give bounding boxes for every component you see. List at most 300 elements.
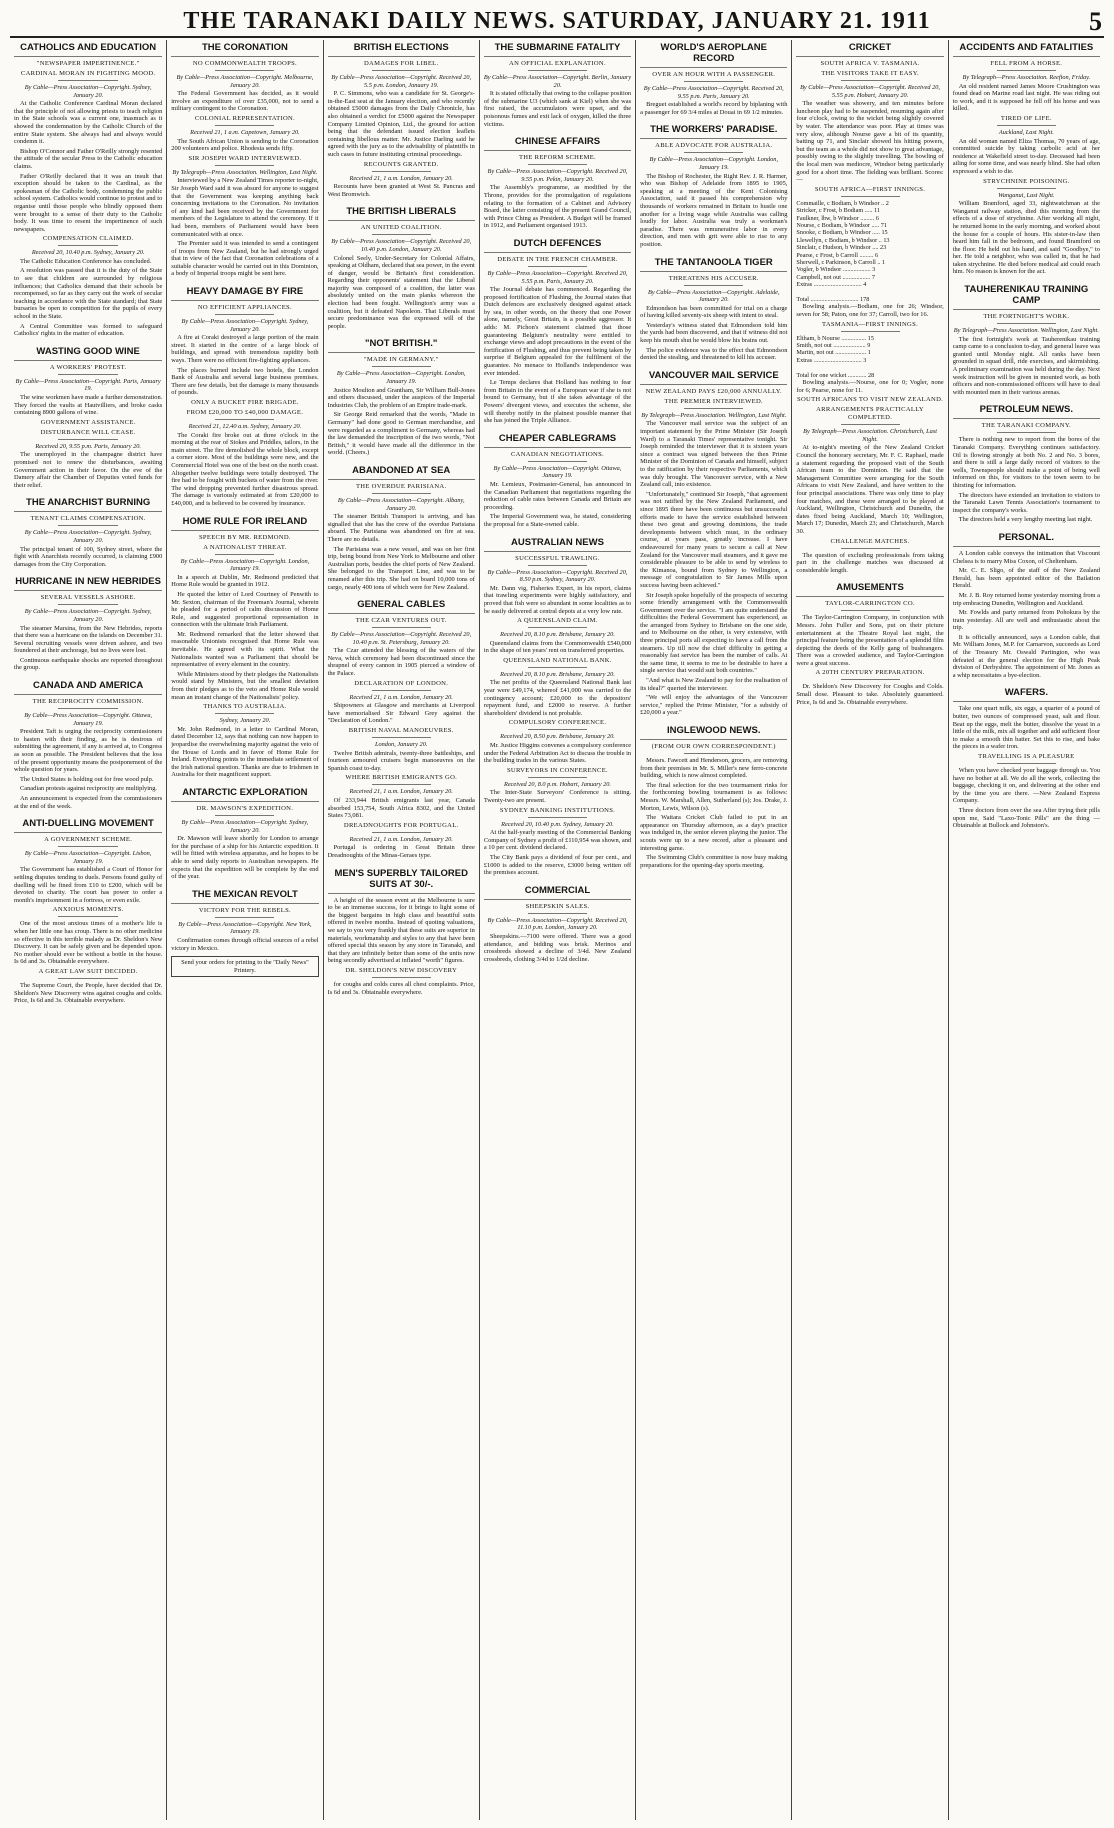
article-dateline: By Cable—Press Association—Copyright. Ottawa, January 19. [493, 464, 622, 480]
article-heading: THE SUBMARINE FATALITY [484, 40, 631, 57]
article-dateline: Sydney, January 20. [219, 717, 271, 725]
divider [372, 784, 431, 785]
article-paragraph: The United States is holding out for free wood pulp. [20, 775, 154, 783]
divider [528, 913, 587, 914]
article-paragraph: The Premier said it was intended to send a contingent of troops from New Zealand, but he had strongly urged that in view of the fact that Coronation celebrations of a suitable character would be carried out in this Dominion, a body of Imperial troops might be sent here. [171, 240, 319, 278]
article-paragraph: Sheepskins.—7100 were offered. There was a good attendance, and bidding was brisk. Merinos and crossbreds showed a decline of 3/4d. New Zealand crossbreds, clothing 3/4d to 1/2d decline. [483, 932, 632, 963]
article-paragraph: The Parisiana was a new vessel, and was on her first trip, being bound from New York to Melbourne and other Australian ports, besides the chief ports of New Zealand. She belonged to the Transport Line, and was to be renamed after this trip. She had on board 10,000 tons of cargo, nearly 400 tons of which were for New Zealand. [327, 545, 475, 591]
article-subheading: SOUTH AFRICA V. TASMANIA. [820, 60, 920, 67]
article-paragraph: It is stated officially that owing to the collapse position of the submarine U3 (which sank at Kiel) when she was first raised, the accumulators were upset, and the poisonous fumes and exit lack of oxygen, killed the three victims. [483, 90, 632, 128]
article-paragraph: Dr. Mawson will leave shortly for London to arrange for the purchase of a ship for his Antarctic expedition. It will be fitted with wireless apparatus, and he hopes to be able to send daily reports to Australian newspapers. He expects that the expedition will be complete by the end of the year. [171, 835, 319, 881]
article-heading: AMUSEMENTS [796, 580, 943, 597]
divider [841, 424, 900, 425]
article-paragraph: The Government has established a Court of Honor for settling disputes tending to duels. Persons found guilty of duelling will be fined from £10 to £200, which will be devoted to charity. The court has power to order a month's imprisonment in a fortress, or even exile. [14, 866, 163, 904]
divider [372, 493, 431, 494]
article-subheading: AN UNITED COALITION. [360, 224, 442, 232]
article-heading: ACCIDENTS AND FATALITIES [953, 40, 1100, 57]
article-paragraph: A fire at Coraki destroyed a large portion of the main street. It started in the centre of a large block of buildings, and spread with tremendous rapidity both ways. There were no efficient fire-fighting appliances. [171, 334, 319, 365]
article-heading: THE WORKERS' PARADISE. [640, 122, 787, 139]
article [640, 368, 787, 717]
divider [58, 846, 117, 847]
article [484, 535, 631, 877]
divider [528, 627, 587, 628]
article-dateline: By Cable—Press Association—Copyright. London, January 19. [336, 370, 466, 386]
article [14, 495, 162, 568]
article-paragraph: Canadian protests against reciprocity are multiplying. [20, 785, 158, 793]
article [14, 816, 162, 1005]
article-paragraph: Mr. Justice Higgins convenes a compulsory conference under the Federal Arbitration Act to discuss the trouble in the building trades in the various States. [483, 742, 632, 765]
article-heading: THE MEXICAN REVOLT [171, 887, 318, 904]
divider [997, 188, 1056, 189]
article-paragraph: An old woman named Eliza Thomas, 70 years of age, committed suicide by taking carbolic acid at her residence at Wakefield street to-day. Deceased had been ailing for some time, and was nearly blind. She had often expressed a wish to die. [952, 137, 1100, 175]
article-subheading: (FROM OUR OWN CORRESPONDENT.) [651, 743, 776, 750]
article-paragraph: At to-night's meeting of the New Zealand Cricket Council the honorary secretary, Mr. F. C. Raphael, made a statement regarding the proposed visit of the South African team to the Dominion. He said that the Management Committee were arranging for the South Africans to visit New Zealand, and have written to the four principal associations. There was only time to play four matches, and these were arranged to be played at Auckland, Wellington, Christchurch and Dunedin, the dates fixed being Auckland, March 10; Wellington, March 17; Dunedin, March 23; and Christchurch, March 30. [796, 444, 944, 535]
article-subheading: THREATENS HIS ACCUSER. [668, 274, 759, 282]
divider [58, 245, 117, 246]
article-dateline: Received 20, 8.0 p.m. Hobart, January 20. [503, 780, 611, 788]
article [171, 40, 318, 278]
article-dateline: By Cable—Press Association—Copyright. Received 20, 5.55 p.m. Paris, January 20. [487, 269, 628, 285]
article [953, 530, 1100, 680]
divider [372, 234, 431, 235]
divider [215, 815, 274, 816]
article [328, 597, 475, 859]
article-paragraph: William Bramford, aged 33, nightwatchman at the Wanganui railway station, died this morning from the effects of a dose of strychnine. After working all night, he returned home in the early morning, and worked about the house for a couple of hours. His sister-in-law then heard him fall in the bedroom, and found Bramford on the floor. He held out his hand, and said "Goodbye," to her. He told a neighbor, who was called in, that he had taken strychnine. He died before medical aid could reach him. No reason is known for the act. [952, 200, 1100, 276]
article-dateline: By Cable—Press Association—Copyright. Received 20, 5.55 p.m. Hobart, January 20. [800, 84, 940, 99]
article-subheading: FELL FROM A HORSE. [990, 60, 1063, 67]
article-paragraph: The Catholic Education Conference has concluded. [20, 257, 152, 265]
article-paragraph: The City Bank pays a dividend of four per cent., and £1000 is added to the reserve, £3000 being written off the premises account. [483, 853, 632, 877]
divider [841, 196, 900, 197]
divider [215, 70, 274, 71]
article-subheading: THE VISITORS TAKE IT EASY. [821, 70, 919, 77]
article-dateline: Received 21, 1 a.m. London, January 20. [349, 835, 453, 843]
article-subheading: NO EFFICIENT APPLIANCES. [197, 304, 292, 312]
article [640, 723, 787, 869]
article-dateline: Wanganui, Last Night. [998, 191, 1055, 199]
divider [684, 285, 743, 286]
article-subheading: ARRANGEMENTS PRACTICALLY COMPLETED. [816, 406, 924, 422]
article-dateline: By Cable—Press Association—Copyright. Received 20, 9.55 p.m. Pekin, January 20. [487, 168, 628, 183]
article-dateline: Received 21, 1 a.m. London, January 20. [349, 174, 453, 182]
article-heading: HOME RULE FOR IRELAND [171, 514, 318, 531]
article-paragraph: Justice Moulton and Grantham, Sir William Bull-Jones and others discussed, under the auspices of the Imperial Industries Club, the problem of an Empire trade-mark. [327, 386, 475, 409]
article-paragraph: The question of excluding professionals from taking part in the challenge matches was discussed at considerable length. [796, 551, 944, 574]
article-dateline: By Cable—Press Association—Copyright. Received 20, 5.5 p.m. London, January 19. [331, 74, 472, 89]
article-subheading: ONLY A BUCKET FIRE BRIGADE. [191, 399, 299, 406]
article-dateline: By Telegraph—Press Association. Wellington, Last Night. [953, 327, 1099, 335]
article-heading: ANTI-DUELLING MOVEMENT [14, 816, 162, 833]
article [171, 284, 318, 507]
article-paragraph: At the Catholic Conference Cardinal Moran declared that the principle of not allowing priests to teach religion in the State schools was a current one, inasmuch as it showed the condemnation by the Catholic Church of the entire State system. She always had and always would condemn it. [14, 100, 163, 146]
article-paragraph: Take one quart milk, six eggs, a quarter of a pound of butter, two ounces of compressed yeast, salt and flour. Beat up the eggs, melt the butter, dissolve the yeast in a little of the milk, mix all together and add sufficient flour to make a smooth thin batter. Set this to rise, and bake the pieces in a wafer iron. [952, 705, 1100, 751]
divider [841, 610, 900, 611]
article-paragraph: The Swimming Club's committee is now busy making preparations for the opening-day sports meeting. [640, 854, 788, 869]
divider [58, 978, 117, 979]
article-dateline: By Cable—Press Association—Copyright. Ottawa, January 19. [24, 712, 153, 727]
article [484, 236, 631, 425]
article [640, 255, 787, 362]
article-paragraph: P. C. Simmons, who was a candidate for St. George's-in-the-East seat at the January election, and who recently obtained £5000 damages from the Daily Chronicle, has also obtained a verdict for £5000 against the Newspaper Company Limited Opinion, Ltd., the ground for action being that the defendant issued election leaflets containing libellous matter. Mr. Justice Darling said he agreed with the jury as to the advisability of plaintiffs in such cases in future instituting criminal proceedings. [327, 90, 475, 158]
divider [215, 165, 274, 166]
article [484, 431, 631, 529]
divider [58, 916, 117, 917]
column-5 [635, 40, 791, 1820]
article-subheading: THE RECIPROCITY COMMISSION. [32, 698, 144, 706]
divider [372, 977, 431, 978]
article-subheading: COLONIAL REPRESENTATION. [194, 114, 296, 122]
article-paragraph: Shipowners at Glasgow and merchants at Liverpool have memorialised Sir Edward Grey against the "Declaration of London." [327, 702, 475, 725]
article [484, 134, 631, 230]
article-dateline: By Telegraph—Press Association. Wellington, Last Night. [641, 411, 787, 419]
article-subheading: STRYCHNINE POISONING. [983, 177, 1070, 185]
article [171, 514, 318, 779]
divider [372, 70, 431, 71]
article-subheading: SOUTH AFRICA—FIRST INNINGS. [814, 185, 926, 193]
article-subheading: DR. MAWSON'S EXPEDITION. [196, 804, 294, 812]
article-subheading: A 20TH CENTURY PREPARATION. [815, 669, 925, 677]
article-subheading: SIR JOSEPH WARD INTERVIEWED. [188, 154, 302, 162]
article [640, 122, 787, 248]
article-paragraph: The Journal debate has commenced. Regarding the proposed fortification of Flushing, the Journal states that Dutch defences are exclusively designed against attack by sea, in other words, on the theory that one Power alone, namely, Great Britain, is a possible aggressor. It adds: M. Pichon's statement claimed that those guaranteeing Belgium's neutrality were entitled to exchange views and adopt precautions in the event of the fortification of Flushing, and thus prevent being taken by surprise if Belgium appealed for the fulfilment of the guarantee. No menace to Holland's independence was ever intended. [483, 286, 632, 377]
article-paragraph: Sir George Reid remarked that the words, "Made in Germany" had done good to German merchandise, and were regarded as a compliment to Germany, whereas had the law demanded the inscription of the two words, "Not British," it would have made all the difference in the world. (Cheers.) [327, 411, 475, 457]
article-paragraph: The Bishop of Rochester, the Right Rev. J. R. Harmer, who was Bishop of Adelaide from 1895 to 1905, speaking at a meeting of the Kent Colonising Association, said it passed his comprehension why thousands of workers remained in Britain to hustle one another for a living wage while Australia was calling loudly for labor. Australia was truly a workman's paradise. There was remunerative labor in every direction, and men with grit were able to rise to any position. [640, 172, 788, 248]
article [484, 40, 631, 128]
article-paragraph: A London cable conveys the intimation that Viscount Chelsea is to marry Miss Coxon, of Cheltenham. [952, 549, 1100, 565]
article-heading: COMMERCIAL [484, 883, 631, 900]
article-subheading: "NEWSPAPER IMPERTINENCE." [36, 60, 140, 67]
article [171, 785, 318, 881]
article [328, 463, 475, 591]
article-heading: ANTARCTIC EXPLORATION [171, 785, 318, 802]
article-paragraph: Portugal is ordering in Great Britain three Dreadnoughts of the Minas-Geraes type. [327, 844, 475, 859]
article-subheading: SYDNEY BANKING INSTITUTIONS. [499, 806, 616, 814]
article-paragraph: Confirmation comes through official sources of a rebel victory in Mexico. [171, 936, 319, 952]
article-dateline: By Cable—Press Association—Copyright. Received 20, 10.40 p.m. St. Petersburg, January 20. [331, 631, 472, 646]
article-subheading: TRAVELLING IS A PLEASURE [978, 753, 1075, 760]
article-subheading: THE TARANAKI COMPANY. [981, 422, 1072, 430]
article-paragraph: The unemployed in the champagne district have promised not to renew the disturbances, awaiting Government action in their favor. On the eve of the Damery affair the Chamber of Deputies voted funds for their relief. [14, 451, 163, 489]
article-subheading: DAMAGES FOR LIBEL. [363, 60, 439, 67]
article-subheading: DEBATE IN THE FRENCH CHAMBER. [497, 255, 618, 263]
article-paragraph: The steamer Marsina, from the New Hebrides, reports that there was a hurricane on the islands on December 31. Several recruiting vessels were driven ashore, and two foundered at their anchorage, but no lives were lost. [14, 624, 163, 655]
article-heading: HURRICANE IN NEW HEBRIDES [14, 574, 162, 591]
article-heading: BRITISH ELECTIONS [328, 40, 475, 57]
article-paragraph: Three doctors from over the sea After trying their pills upon me, Said "Laxo-Tonic Pills" are the thing — Obtainable at Bullock and Johnston's. [952, 806, 1100, 830]
divider [684, 81, 743, 82]
article-dateline: By Cable—Press Association—Copyright. Received 20, 9.55 p.m. Paris, January 20. [643, 85, 784, 100]
article-heading: CANADA AND AMERICA [14, 678, 162, 695]
article-paragraph: When you have checked your baggage through us. You have no bother at all. We do all the work, collecting the baggage, checking it on, and delivering at the other end by the time you are there. —New Zealand Express Company. [952, 767, 1100, 805]
article-paragraph: Father O'Reilly declared that it was an insult that exception should be taken to the Cardinal, as the spokesman of the Catholic body, condemning the public school system. Catholics would continue to protest and to organise until those people who blindly opposed them were brought to a sense of their duty to the Catholic body. It was time to resent the impertinence of such newspapers. [14, 172, 163, 233]
article-subheading: DISTURBANCE WILL CEASE. [40, 428, 136, 436]
divider [215, 917, 274, 918]
article-subheading: THE CZAR VENTURES OUT. [355, 617, 447, 625]
article-paragraph: The final selection for the two tourmament rinks for the forthcoming bowling tournament is as follows: Messrs. W. Marshall, Allen, Sutherland (s); Jos. Drake, J. Morton, Lewis, Wilson (s). [640, 781, 788, 812]
masthead-title: THE TARANAKI DAILY NEWS. SATURDAY, JANUARY 21. 1911 [183, 8, 931, 34]
article-paragraph: Dr. Sheldon's New Discovery for Coughs and Colds. Small dose. Pleasant to take. Absolutely guaranteed. Price, Is 6d and 3s. Obtainable everywhere. [796, 683, 944, 706]
article-dateline: By Cable—Press Association—Copyright. Albany, January 20. [337, 496, 465, 512]
article-subheading: THE REFORM SCHEME. [518, 154, 596, 162]
article-heading: THE BRITISH LIBERALS [328, 204, 475, 221]
article-paragraph: The net profits of the Queensland National Bank last year were £49,174, whereof £41,000 was carried to the contingency account; £20,000 to the depositors' repayment fund, and £2000 to reserve. A further shareholders' dividend is not probable. [483, 679, 632, 717]
article-dateline: By Cable—Press Association—Copyright. Lisbon, January 19. [24, 850, 152, 865]
divider [58, 80, 117, 81]
divider [215, 125, 274, 126]
article [953, 282, 1100, 396]
divider [528, 729, 587, 730]
article-paragraph: Twelve British admirals, twenty-three battleships, and fourteen armoured cruisers begin manoeuvres on the Spanish coast to-day. [327, 749, 475, 772]
divider [58, 439, 117, 440]
article-subheading: A QUEENSLAND CLAIM. [517, 617, 598, 625]
article-dateline: By Cable—Press Association—Copyright. Received 20, 10.40 p.m. London, January 20. [331, 238, 472, 253]
article-subheading: THE OVERDUE PARISIANA. [355, 482, 447, 490]
article-paragraph: "We will enjoy the advantages of the Vancouver service," replied the Prime Minister, "for a subsidy of £20,000 a year." [640, 694, 788, 717]
article-advertisement: Send your orders for printing to the "Daily News" Printery. [171, 956, 318, 977]
divider [528, 565, 587, 566]
article-dateline: Received 21, 1 a.m. Capetown, January 20. [190, 128, 300, 136]
article-paragraph: Bowling analysis.—Nourse, one for 0; Vogler, none for 6; Pearse, none for 11. [796, 379, 944, 394]
article-paragraph: The first fortnight's work at Tauherenikau training camp came to a conclusion to-day, and general leave was granted until Monday night. All ranks have been grounded in squad drill, ride exercises, and skirmishing. A preliminary examination was held during the day. Next week instruction will be given in mounted work, as both officers and non-commissioned officers will have to deal with mounted men in their various arenas. [952, 335, 1100, 396]
article-dateline: Received 20, 8.10 p.m. Brisbane, January 20. [500, 631, 615, 639]
article [328, 866, 475, 997]
article-paragraph: The Supreme Court, the People, have decided that Dr. Sheldon's New Discovery wins against coughs and colds. Price, Is 6d and 3s. Obtainable everywhere. [14, 981, 163, 1005]
article [484, 883, 631, 964]
article-subheading: RECOUNTS GRANTED. [363, 160, 439, 168]
article-subheading: SURVEYORS IN CONFERENCE. [506, 766, 608, 774]
divider [58, 374, 117, 375]
article-subheading: QUEENSLAND NATIONAL BANK. [503, 656, 612, 664]
article-paragraph: He quoted the letter of Lord Courtney of Penwith to Mr. Sexton, chairman of the Freeman's Journal, wherein he pleaded for a period of calm discussion of Home Rule, and suggested proportional representation in connection with the ultimate Irish Parliament. [171, 590, 319, 629]
article-subheading: NO COMMONWEALTH TROOPS. [192, 60, 297, 67]
article-subheading: A GREAT LAW SUIT DECIDED. [38, 967, 138, 975]
article-paragraph: Bishop O'Connor and Father O'Reilly strongly resented the attitude of the secular Press to the Catholic education claims. [14, 147, 163, 170]
article-subheading: COMPENSATION CLAIMED. [42, 235, 134, 243]
article-paragraph: Mr. J. B. Roy returned home yesterday morning from a trip embracing Dunedin, Wellington and Auckland. [952, 591, 1100, 607]
article-paragraph: Edmondson has been committed for trial on a charge of having killed seventy-six sheep with intent to steal. [640, 304, 788, 320]
article-heading: THE CORONATION [171, 40, 318, 57]
article-heading: PETROLEUM NEWS. [953, 402, 1100, 419]
article-heading: WAFERS. [953, 685, 1100, 702]
divider [684, 408, 743, 409]
article-paragraph: Queensland claims from the Commonwealth £540,000 in the shape of ten years' rent on transferred properties. [483, 639, 632, 655]
divider [372, 832, 431, 833]
article-dateline: By Telegraph—Press Association. Christchurch, Last Night. [803, 428, 937, 443]
article-paragraph: The wine workmen have made a further demonstration. They forced the vaults at Hautvilliers, and broke casks containing 8900 gallons of wine. [14, 394, 163, 417]
article-dateline: Received 20, 9.55 p.m. Paris, January 20. [35, 442, 141, 450]
divider [997, 125, 1056, 126]
article-subheading: SEVERAL VESSELS ASHORE. [40, 594, 136, 602]
article-subheading: THE PREMIER INTERVIEWED. [664, 397, 763, 405]
article [953, 402, 1100, 524]
page-number: 5 [1089, 7, 1102, 36]
divider [684, 152, 743, 153]
divider [841, 80, 900, 81]
article-subheading: WHERE BRITISH EMIGRANTS GO. [345, 774, 458, 782]
article-subheading: TENANT CLAIMS COMPENSATION. [30, 515, 146, 523]
divider [841, 548, 900, 549]
article-paragraph: The Assembly's programme, as modified by the Throne, provides for the promulgation of regulations relating to the formation of a Cabinet and Advisory Board, the latter consisting of the present Grand Council, with Prince Ching as President. A Budget will be framed in 1912, and Parliament organised 1913. [483, 184, 632, 230]
divider [528, 667, 587, 668]
article-heading: INGLEWOOD NEWS. [640, 723, 787, 740]
article-paragraph: The Inter-State Surveyors' Conference is sitting. Twenty-two are present. [483, 789, 632, 804]
article-paragraph: The weather was showery, and ten minutes before luncheon play had to be suspended, resuming again after four o'clock, owing to the wicket being slightly covered by water. The attendance was poor. Play at times was very slow, although Nourse gave a bit of its quantity, batting up 71, and Sinclair showed his hitting powers, but the team as a whole did not show to great advantage, possibly owing to the slightly travelling. The bowling of the local men was mediocre, Windsor being particularly good for a short time. The fielding was brilliant. Scores:— [796, 100, 944, 184]
article-paragraph: The principal tenant of 100, Sydney street, where the fight with Anarchists recently occurred, is claiming £900 damages from the City Corporation. [14, 545, 163, 568]
article-dateline: By Cable—Press Association—Copyright. Sydney, January 20. [24, 84, 152, 99]
article-paragraph: At the half-yearly meeting of the Commercial Banking Company of Sydney a profit of £110,954 was shown, and a 10 per cent. dividend declared. [483, 829, 632, 852]
divider [215, 314, 274, 315]
article-heading: "NOT BRITISH." [328, 336, 475, 353]
article-dateline: By Cable—Press Association—Copyright. Melbourne, January 20. [176, 74, 314, 89]
divider [372, 690, 431, 691]
divider [528, 777, 587, 778]
article-paragraph: A resolution was passed that it is the duty of the State to see that children are surrounded by religious influences; that Catholics demand that their schools be recompensed, so far as they carry out the work of secular teaching in accordance with the State standard; that State bursaries be open to competition for the pupils of every school in the State. [14, 267, 163, 321]
article-subheading: A WORKERS' PROTEST. [49, 363, 127, 371]
divider [215, 554, 274, 555]
article-heading: WORLD'S AEROPLANE RECORD [640, 40, 787, 68]
article [14, 344, 162, 490]
article-paragraph: Mr. Fowlds and party returned from Pohokura by the train yesterday. All are well and enthusiastic about the trip. [952, 609, 1100, 632]
article-subheading: A NATIONALIST THREAT. [203, 543, 287, 551]
article [171, 887, 318, 978]
article-dateline: Received 21, 12.40 a.m. Sydney, January 20. [188, 423, 302, 430]
article-dateline: Received 20, 10.40 p.m. Sydney, January 20. [31, 249, 145, 257]
article-paragraph: The Waitara Cricket Club failed to put in an appearance on Thursday afternoon, as a day's practice was indulged in, the senior eleven playing the junior. The scouts were up to a new record, after a pleasant and interesting game. [640, 814, 788, 852]
article [640, 40, 787, 116]
article-paragraph: The places burned include two hotels, the London Bank of Australia and several large business premises. There are few details, but the damage is many thousands of pounds. [171, 366, 319, 397]
article-dateline: Received 20, 8.10 p.m. Brisbane, January 20. [500, 670, 615, 678]
article-paragraph: There is nothing new to report from the bores of the Taranaki Company. Everything continues satisfactory. Oil is flowing strongly at both No. 2 and No. 3 bores, and there is still a large daily record of visitors to the wells, Townspeople should make a point of being well informed on this, for visitors to the town seem to be thirsting for information. [952, 436, 1100, 489]
article-paragraph: The Coraki fire broke out at three o'clock in the morning at the rear of Stokes and Priddles, tailors, in the main street. The fire demolished the whole block, except a corner store. Most of the buildings were new, and the Commercial Hotel was one of the best on the north coast. Altogether twelve buildings were totally destroyed. The fire had to be fought with buckets of water from the river. The wind dropping prevented further disastrous spread. The damage is variously estimated at from £20,000 to £40,000, and is believed to be covered by insurance. [171, 431, 319, 507]
divider [528, 70, 587, 71]
divider [372, 737, 431, 738]
article-paragraph: "Unfortunately," continued Sir Joseph, "that agreement was not ratified by the New Zealand Parliament, and since 1895 there have been continuous but unsuccessful efforts made to have the service established between these two great and growing dominions, the trade developments between which must, in the ordinary course, at years pass, greatly increase. I have endeavoured for many years to secure a call at New Zealand for the Vancouver mail steamers, and it gave me considerable pleasure to be able to send by wireless to the Kimanoa, bound from Sydney to Wellington, a message of congratulation to Sir James Mills upon success having been achieved." [640, 490, 788, 589]
article-paragraph: It is officially announced, says a London cable, that Mr. William Jones, M.P. for Carnarvon, succeeds as Lord of the Treasury Mr. Oswald Partington, who was defeated at the general election for the High Peak division of Derbyshire. The appointment of Mr. Jones as a whip necessitates a bye-election. [952, 633, 1100, 679]
article-paragraph: Mr. Dann vig, Fisheries Expert, in his report, claims that trawling experiments were highly satisfactory, and proved that fish were so abundant in some localities as to be easily delivered at central depots at a very low rate. [483, 584, 632, 615]
article-dateline: By Cable—Press Association—Copyright. Sydney, January 20. [24, 608, 152, 623]
article-paragraph: Of 233,944 British emigrants last year, Canada absorbed 153,754, South Africa 8302, and the United States 73,081. [327, 797, 475, 820]
article-heading: CHINESE AFFAIRS [484, 134, 631, 151]
article-subheading: A GOVERNMENT SCHEME. [44, 836, 133, 844]
article-paragraph: The steamer British Transport is arriving, and has signalled that she has the crew of the overdue Parisiana aboard. The Parisiana was abandoned on fire at sea. There are no details. [327, 513, 475, 543]
article-heading: GENERAL CABLES [328, 597, 475, 614]
article-paragraph: "And what is New Zealand to pay for the realisation of its ideal?" queried the interviewer. [640, 677, 788, 692]
column-container [10, 40, 1104, 1820]
article-paragraph: A height of the season event at the Melbourne is sure to be an immense success, for it brings to light some of the biggest bargains in high class and beautiful suits offered in twelve months. Instead of quoting valuations, we say to you very frankly that these suits are superior in materials, workmanship and styles to any that have been offered special this season by any store in Taranaki, and that they are infinitely better than some of the units now being secondly advertised at inflated "worth" figures. [327, 896, 475, 965]
article-paragraph: Mr. C. E. Sligo, of the staff of the New Zealand Herald, has been appointed editor of the Bailation Herald. [952, 567, 1100, 590]
divider [997, 323, 1056, 324]
article-subheading: SUCCESSFUL TRAWLING. [515, 554, 600, 562]
article-dateline: By Telegraph—Press Association. Reefton, Friday. [962, 74, 1091, 81]
article-subheading: AN OFFICIAL EXPLANATION. [509, 60, 606, 67]
article-paragraph: Mr. Lemieux, Postmaster-General, has announced in the Canadian Parliament that negotiations regarding the reduction of cable rates between Canada and Britain are proceeding. [483, 480, 632, 511]
article-paragraph: for coughs and colds cures all chest complaints. Price, Is 6d and 3s. Obtainable everywhere. [327, 980, 475, 996]
article-subheading: TIRED OF LIFE. [1000, 114, 1052, 122]
divider [215, 713, 274, 714]
article-paragraph: A Central Committee was formed to safeguard Catholics' rights in the matter of education. [14, 322, 163, 338]
article-subheading: COMPULSORY CONFERENCE. [508, 719, 607, 727]
article-paragraph: Mr. John Redmond, in a letter to Cardinal Moran, dated December 12, says that nothing can now happen to jeopardise the overwhelming majority against the veto of the House of Lords and in favor of Home Rule for Ireland. Everything points to the immediate settlement of the Irish national question. Thanks are due to Irishmen in Australia for their magnificent support. [171, 725, 319, 779]
article [328, 336, 475, 457]
article-paragraph: Sir Joseph spoke hopefully of the prospects of securing some friendly arrangement with the Commonwealth Government over the service. "I am quite understand the difficulties the Federal Government has experienced, as the arranged from Sydney to Brisbane on the one side, and to Melbourne on the other, is very extensive, with three principal ports all expecting to have a call from the steamers. Up till now the chief difficulty in getting a reasonably fast service has been the number of calls. At the same time, it seems to me to be desirable to have a single service that would suit both countries." [640, 591, 788, 675]
article-paragraph: Messrs. Fawcett and Henderson, grocers, are removing from their premises in Mr. S. Miller's new ferro-concrete building, which is now almost completed. [640, 757, 788, 780]
article-subheading: SOUTH AFRICANS TO VISIT NEW ZEALAND. [796, 396, 944, 404]
article-heading: AUSTRALIAN NEWS [484, 535, 631, 552]
article-dateline: By Cable—Press Association—Copyright. London, January 19. [649, 156, 779, 171]
article-paragraph: Recounts have been granted at West St. Pancras and West Bromwich. [327, 183, 475, 198]
article-paragraph: The directors held a very lengthy meeting last night. [958, 516, 1093, 524]
article-paragraph: President Taft is urging the reciprocity commissioners to hasten with their finding, as he is desirous of submitting the agreement, if any is arrived at, to Congress as soon as possible. The President believes that the loss of the present opportunity means the postponement of the whole question for years. [14, 728, 163, 774]
article-heading: THE ANARCHIST BURNING [14, 495, 162, 512]
divider [372, 366, 431, 367]
article-heading: WASTING GOOD WINE [14, 344, 162, 361]
article-heading: ABANDONED AT SEA [328, 463, 475, 480]
article-paragraph: The South African Union is sending to the Coronation 200 volunteers and police. Rhodesia sends fifty. [171, 137, 319, 153]
article [14, 574, 162, 672]
divider [997, 70, 1056, 71]
article-scorecard: Commaille, c Bodiam, b Windsor .. 2 Stricker, c Frost, b Bodiam ..... 11 Faulkner, lbw, b Windsor ......... 6 Nourse, c Bodiam, b Windsor ..... 71 Snooke, c Bodiam, b Windsor ..... 15 Llewellyn, c Bodiam, b Windsor .. 13 Sinclair, c Hudson, b Windsor .... 23 Pearse, c Frost, b Carroll ......... 6 Sherwell, c Parkinson, b Carroll .. 1 Vogler, b Windsor .................. 3 Campbell, not out .................. 7 Extras ............................... 4 Total ............................... 178 [796, 199, 890, 303]
article-subheading: DREADNOUGHTS FOR PORTUGAL. [343, 821, 459, 829]
article-dateline: By Cable—Press Association—Copyright. Berlin, January 20. [483, 74, 632, 89]
article [328, 204, 475, 330]
article-subheading: CANADIAN NEGOTIATIONS. [510, 450, 604, 458]
article-subheading: CHALLENGE MATCHES. [830, 537, 910, 545]
column-3 [323, 40, 479, 1820]
article [14, 40, 162, 338]
article-dateline: By Cable—Press Association—Copyright. Sydney, January 20. [181, 318, 309, 333]
article-paragraph: Interviewed by a New Zealand Times reporter to-night, Sir Joseph Ward said it was absurd for anyone to suggest that the Government was keeping anything back concerning invitations to the Coronation. No invitation of any kind had been received by the Government for members of the Legislature to attend the ceremony. If it had been, members of Parliament would have been communicated with at once. [171, 177, 319, 238]
article-paragraph: Colonel Seely, Under-Secretary for Colonial Affairs, speaking at Oldham, declared that sea power, in the event of danger, would be Britain's first consideration. Regarding their opponents' statement that the Liberal majority was composed of a coalition, the latter was absolutely united on the main planks whereon the election had been fought. Wellington's army was a coalition, but it defeated Napoleon. That Liberals must secure predominance was the expressed will of the people. [327, 254, 475, 330]
divider [841, 679, 900, 680]
article-paragraph: The Vancouver mail service was the subject of an important statement by the Prime Minister (Sir Joseph Ward) to a Taranaki Times' representative tonight. Sir Joseph reminded the interviewer that it is sixteen years since a contract was signed between the then Prime Minister of the Dominion of Canada and himself, subject to the ratification by their respective Parliaments, which was duly brought. The Vancouver service, with a New Zealand call, into existence. [640, 420, 788, 489]
article-dateline: By Cable—Press Association—Copyright. Received 20, 11.10 p.m. London, January 20. [487, 916, 628, 932]
divider [58, 604, 117, 605]
article-subheading: VICTORY FOR THE REBELS. [198, 906, 291, 914]
article-heading: HEAVY DAMAGE BY FIRE [171, 284, 318, 301]
article-paragraph: The Taylor-Carrington Company, in conjunction with Messrs. John Fuller and Sons, put on their picture entertainment at the Theatre Royal last night, the principal feature being the presentation of a splendid film depicting the deeds of the Kelly gang of bushrangers. There was a crowded audience, and Taylor-Carrington were a great success. [796, 614, 944, 667]
article-subheading: THE FORTNIGHT'S WORK. [983, 313, 1070, 321]
divider [372, 171, 431, 172]
article-subheading: DECLARATION OF LONDON. [354, 679, 449, 687]
article [953, 40, 1100, 276]
column-6 [791, 40, 947, 1820]
article-paragraph: Breguet established a world's record by biplaning with a passenger for 69 3/4 miles at Douai in 69 1/2 minutes. [640, 101, 788, 116]
article-dateline: By Telegraph—Press Association. Wellington, Last Night. [172, 168, 318, 176]
article-heading: VANCOUVER MAIL SERVICE [640, 368, 787, 385]
article-paragraph: An announcement is expected from the commissioners at the end of the week. [14, 795, 163, 810]
article-subheading: ANXIOUS MOMENTS. [52, 906, 124, 914]
divider [58, 525, 117, 526]
article-dateline: By Cable—Press Association—Copyright. Sydney, January 20. [24, 529, 152, 544]
divider [58, 708, 117, 709]
article-paragraph: In a speech at Dublin, Mr. Redmond predicted that Home Rule would be granted in 1912. [171, 573, 319, 589]
article-heading: CHEAPER CABLEGRAMS [484, 431, 631, 448]
article-dateline: Auckland, Last Night. [998, 128, 1054, 136]
divider [528, 461, 587, 462]
divider [528, 164, 587, 165]
article-paragraph: The Federal Government has decided, as it would involve an expenditure of over £35,000, not to send a military contingent to the Coronation. [171, 90, 319, 113]
divider [528, 266, 587, 267]
article-subheading: TASMANIA—FIRST INNINGS. [822, 320, 919, 328]
article-paragraph: Continuous earthquake shocks are reported throughout the group. [14, 656, 163, 672]
article-dateline: By Cable—Press Association—Copyright. Paris, January 19. [15, 377, 161, 393]
article-paragraph: Le Temps declares that Holland has nothing to fear from Britain in the event of a European war if she is not bound to Germany, but if she takes advantage of the Powers' divergent views, and executes the scheme, she will thereby notify in the plainest possible manner that she has joined the Triple Alliance. [483, 379, 632, 425]
article-dateline: London, January 20. [374, 741, 428, 749]
article-heading: THE TANTANOOLA TIGER [640, 255, 787, 272]
article-paragraph: The Czar attended the blessing of the waters of the Neva, which ceremony had been discontinued since the shrapnel of every cannon in 1905 pierced a window of the Palace. [327, 647, 475, 678]
column-4 [479, 40, 635, 1820]
divider [215, 419, 274, 420]
